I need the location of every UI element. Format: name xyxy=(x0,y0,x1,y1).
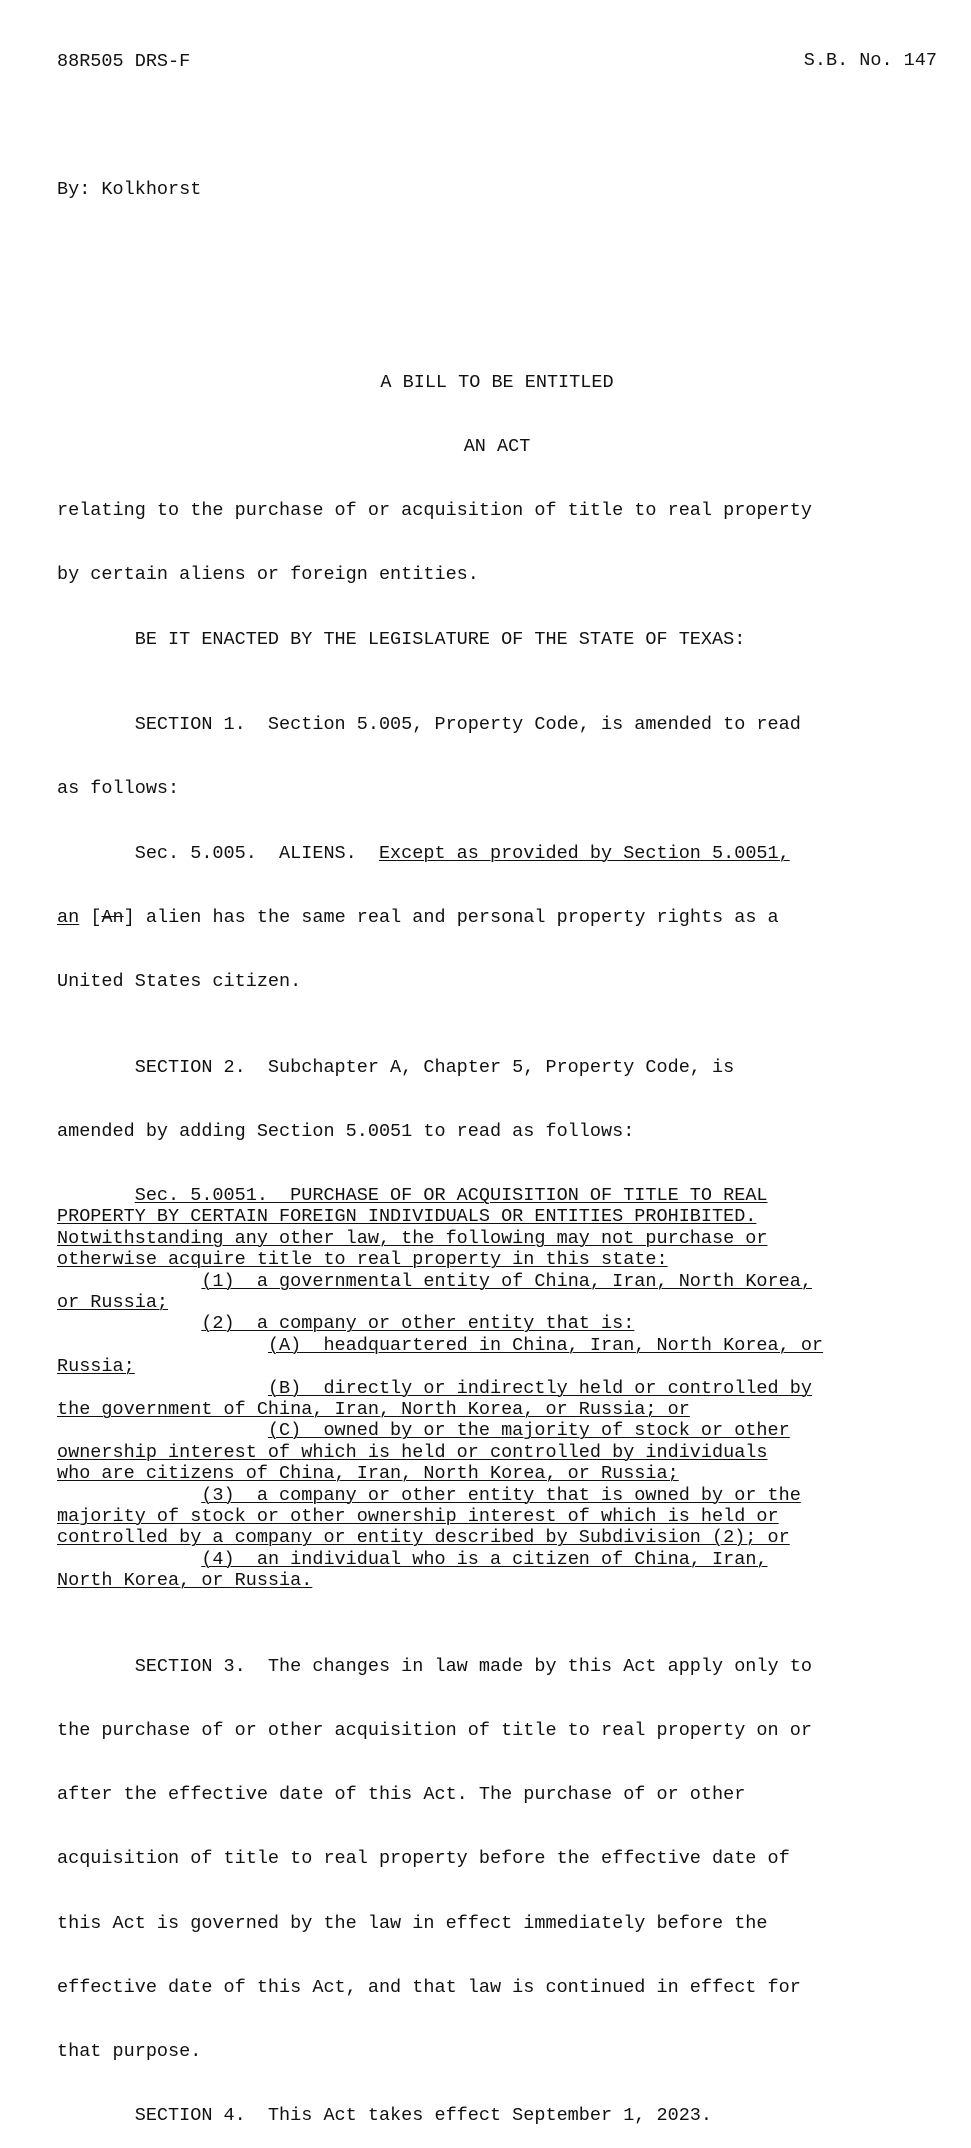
deleted-text: An xyxy=(101,906,124,928)
section-3-text: this Act is governed by the law in effect immediately before the xyxy=(57,1912,768,1934)
spacer xyxy=(57,308,937,329)
added-text: (4) an individual who is a citizen of China, Iran, xyxy=(201,1548,768,1570)
added-text: majority of stock or other ownership interest of which is held or xyxy=(57,1505,779,1527)
added-text: an xyxy=(57,906,80,928)
added-line xyxy=(57,1527,937,1548)
spacer xyxy=(57,243,937,264)
added-text: Notwithstanding any other law, the following may not purchase or xyxy=(57,1227,768,1249)
added-line xyxy=(57,1378,937,1399)
added-text: North Korea, or Russia. xyxy=(57,1570,313,1592)
added-line xyxy=(57,1549,937,1570)
added-line xyxy=(57,1399,937,1420)
indent xyxy=(57,1378,268,1399)
added-line xyxy=(57,1228,937,1249)
section-3-text: the purchase of or other acquisition of title to real property on or xyxy=(57,1719,812,1741)
added-line xyxy=(57,1313,937,1334)
added-text: or Russia; xyxy=(57,1292,169,1314)
added-line xyxy=(57,1463,937,1484)
act-title: AN ACT xyxy=(463,436,531,458)
added-text: Sec. 5.0051. PURCHASE OF OR ACQUISITION OF TITLE TO REAL xyxy=(134,1185,768,1207)
indent xyxy=(57,1271,201,1292)
added-text: the government of China, Iran, North Korea, or Russia; or xyxy=(57,1398,690,1420)
section-3-text: effective date of this Act, and that law is continued in effect for xyxy=(57,1976,801,1998)
draft-code: 88R505 DRS-F xyxy=(57,50,191,72)
bill-number: S.B. No. 147 xyxy=(803,50,937,71)
sec-5005-line xyxy=(57,843,937,864)
section-3-text: after the effective date of this Act. The purchase of or other xyxy=(57,1784,746,1806)
section-3-text: that purpose. xyxy=(57,2040,202,2062)
indent xyxy=(57,1335,268,1356)
added-line xyxy=(57,1506,937,1527)
indent xyxy=(57,1313,201,1334)
added-text: who are citizens of China, Iran, North Korea, or Russia; xyxy=(57,1463,679,1485)
added-line xyxy=(57,1442,937,1463)
added-text: (3) a company or other entity that is owned by or the xyxy=(201,1484,801,1506)
bracket: [ xyxy=(79,906,102,928)
indent xyxy=(57,1185,135,1206)
added-line xyxy=(57,1356,937,1377)
sec-5005-prefix: Sec. 5.005. ALIENS. xyxy=(57,842,379,864)
caption-line: by certain aliens or foreign entities. xyxy=(57,564,479,586)
added-text: (1) a governmental entity of China, Iran, North Korea, xyxy=(201,1270,812,1292)
section-2-heading: SECTION 2. Subchapter A, Chapter 5, Property Code, is xyxy=(57,1056,735,1078)
added-line xyxy=(57,1271,937,1292)
bill-document xyxy=(57,8,937,2148)
added-text: (C) owned by or the majority of stock or other xyxy=(267,1420,790,1442)
added-line xyxy=(57,1206,937,1227)
added-text: Except as provided by Section 5.0051, xyxy=(378,842,790,864)
sec-5005-rest: ] alien has the same real and personal property rights as a xyxy=(123,906,779,928)
section-1-text: as follows: xyxy=(57,778,180,800)
sec-5005-line xyxy=(57,907,937,928)
caption-line: relating to the purchase of or acquisition of title to real property xyxy=(57,500,812,522)
added-line xyxy=(57,1249,937,1270)
author-line: By: Kolkhorst xyxy=(57,179,202,201)
section-2-text: amended by adding Section 5.0051 to read as follows: xyxy=(57,1120,635,1142)
added-line xyxy=(57,1292,937,1313)
added-line xyxy=(57,1335,937,1356)
enacting-clause: BE IT ENACTED BY THE LEGISLATURE OF THE STATE OF TEXAS: xyxy=(57,628,746,650)
sec-50051-added-text xyxy=(57,1185,937,1591)
added-text: ownership interest of which is held or controlled by individuals xyxy=(57,1441,768,1463)
added-line xyxy=(57,1420,937,1441)
section-1-heading: SECTION 1. Section 5.005, Property Code, is amended to read xyxy=(57,714,801,736)
added-text: (A) headquartered in China, Iran, North Korea, or xyxy=(267,1334,824,1356)
added-text: (2) a company or other entity that is: xyxy=(201,1313,635,1335)
added-line xyxy=(57,1570,937,1591)
section-4-text: SECTION 4. This Act takes effect September 1, 2023. xyxy=(57,2105,713,2127)
added-line xyxy=(57,1485,937,1506)
added-text: controlled by a company or entity described by Subdivision (2); or xyxy=(57,1527,790,1549)
bill-title: A BILL TO BE ENTITLED xyxy=(380,371,614,393)
added-line xyxy=(57,1185,937,1206)
section-3-text: SECTION 3. The changes in law made by this Act apply only to xyxy=(57,1655,812,1677)
indent xyxy=(57,1485,201,1506)
added-text: otherwise acquire title to real property in this state: xyxy=(57,1249,668,1271)
added-text: Russia; xyxy=(57,1356,135,1378)
indent xyxy=(57,1420,268,1441)
sec-5005-line: United States citizen. xyxy=(57,971,302,993)
indent xyxy=(57,1549,201,1570)
section-3-text: acquisition of title to real property before the effective date of xyxy=(57,1848,790,1870)
added-text: (B) directly or indirectly held or controlled by xyxy=(267,1377,812,1399)
spacer xyxy=(57,115,937,136)
added-text: PROPERTY BY CERTAIN FOREIGN INDIVIDUALS OR ENTITIES PROHIBITED. xyxy=(57,1206,757,1228)
